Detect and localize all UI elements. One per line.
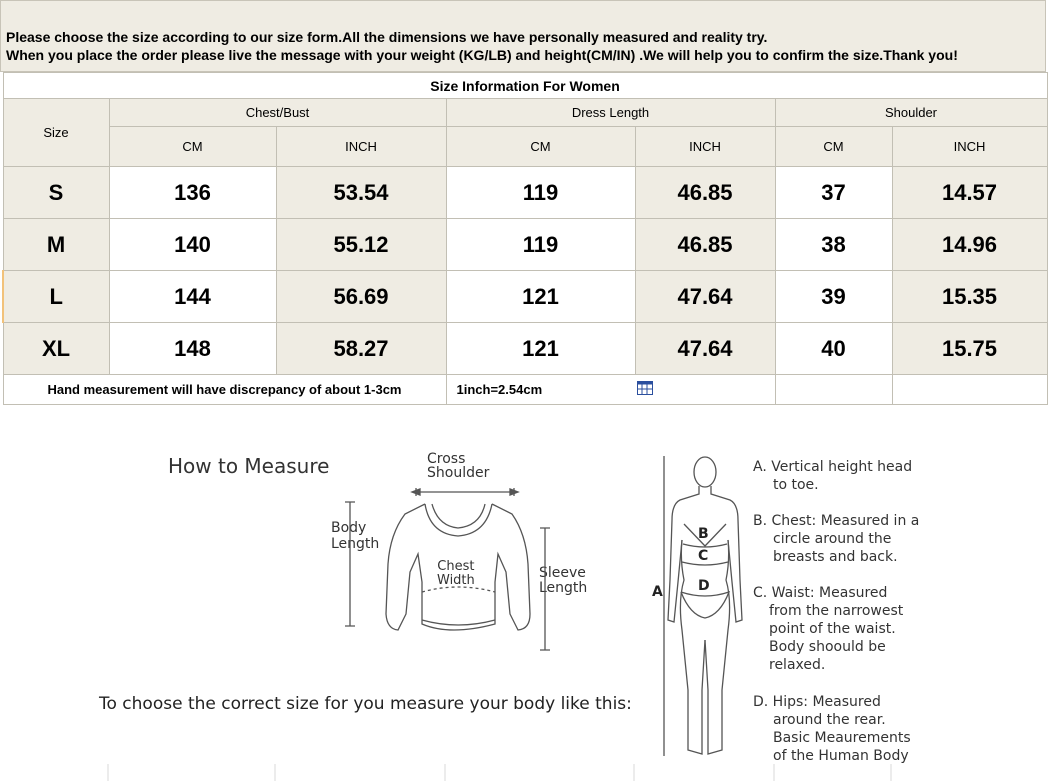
table-cell: 148: [109, 323, 276, 375]
table-cell: 47.64: [635, 271, 775, 323]
body-letter-c: C: [698, 548, 709, 564]
how-to-measure-section: [0, 404, 1048, 781]
body-letter-b: B: [698, 526, 709, 542]
body-figure-diagram: [650, 450, 750, 770]
table-row: [3, 167, 1047, 219]
table-cell: 121: [446, 323, 635, 375]
table-row: [3, 219, 1047, 271]
label-line: Sleeve: [539, 565, 586, 581]
table-cell: 136: [109, 167, 276, 219]
table-cell: 46.85: [635, 219, 775, 271]
label-line: Chest: [437, 559, 475, 574]
notice-line-1: Please choose the size according to our size form.All the dimensions we have personally measured and reality try.: [6, 29, 768, 45]
legend-b: [753, 512, 919, 566]
table-cell: 56.69: [276, 271, 446, 323]
unit-header: INCH: [635, 127, 775, 167]
label-line: Length: [331, 536, 380, 552]
table-title: Size Information For Women: [3, 73, 1047, 99]
size-label: L: [3, 271, 109, 323]
body-letter-d: D: [698, 578, 710, 594]
table-cell: 119: [446, 219, 635, 271]
legend-line: point of the waist.: [769, 621, 896, 637]
table-cell: 55.12: [276, 219, 446, 271]
size-table: [2, 72, 1048, 405]
label-line: Body: [331, 520, 367, 536]
unit-header: INCH: [276, 127, 446, 167]
table-cell: 38: [775, 219, 892, 271]
empty-cell: [775, 375, 892, 405]
legend-d: [753, 693, 911, 765]
table-cell: 144: [109, 271, 276, 323]
legend-line: around the rear.: [773, 712, 886, 728]
legend-a: [753, 458, 912, 494]
unit-header: CM: [775, 127, 892, 167]
legend-line: from the narrowest: [769, 603, 904, 619]
notice-line-2: When you place the order please live the message with your weight (KG/LB) and height(CM/IN) .We will help you to confirm the size.Thank you!: [6, 47, 958, 63]
legend-line: C. Waist: Measured: [753, 585, 888, 601]
legend-line: breasts and back.: [773, 549, 898, 565]
spreadsheet-gridlines: [0, 764, 1048, 781]
legend-line: A. Vertical height head: [753, 459, 913, 475]
sweater-diagram: [330, 464, 590, 664]
unit-header: INCH: [892, 127, 1047, 167]
legend-line: D. Hips: Measured: [753, 694, 881, 710]
table-cell: 14.96: [892, 219, 1047, 271]
legend-c: [753, 584, 903, 674]
table-cell: 15.35: [892, 271, 1047, 323]
table-row: [3, 323, 1047, 375]
table-cell: 15.75: [892, 323, 1047, 375]
table-cell: 121: [446, 271, 635, 323]
size-notice: [0, 0, 1046, 72]
table-cell: 46.85: [635, 167, 775, 219]
label-line: Length: [539, 580, 588, 596]
table-cell: 53.54: [276, 167, 446, 219]
table-cell: 119: [446, 167, 635, 219]
instruction-text: To choose the correct size for you measure your body like this:: [99, 694, 632, 714]
legend-line: to toe.: [773, 477, 819, 493]
size-header: Size: [3, 99, 109, 167]
legend-line: Basic Meaurements: [773, 730, 911, 746]
discrepancy-note: Hand measurement will have discrepancy of about 1-3cm: [3, 375, 446, 405]
unit-header: CM: [109, 127, 276, 167]
group-header-shoulder: Shoulder: [775, 99, 1047, 127]
label-line: Width: [437, 573, 475, 588]
table-cell: 47.64: [635, 323, 775, 375]
table-row: [3, 271, 1047, 323]
conversion-text: 1inch=2.54cm: [456, 382, 543, 397]
legend-line: relaxed.: [769, 657, 826, 673]
table-cell: 37: [775, 167, 892, 219]
table-cell: 140: [109, 219, 276, 271]
empty-cell: [892, 375, 1047, 405]
group-header-chest: Chest/Bust: [109, 99, 446, 127]
grid-icon: [637, 379, 653, 395]
label-line: Cross: [427, 451, 466, 467]
size-label: XL: [3, 323, 109, 375]
conversion-note: [446, 375, 775, 405]
table-cell: 39: [775, 271, 892, 323]
table-cell: 58.27: [276, 323, 446, 375]
legend-line: circle around the: [773, 531, 892, 547]
table-cell: 14.57: [892, 167, 1047, 219]
legend-line: B. Chest: Measured in a: [753, 513, 920, 529]
unit-header: CM: [446, 127, 635, 167]
label-line: Shoulder: [427, 465, 490, 481]
group-header-dress-length: Dress Length: [446, 99, 775, 127]
legend-line: of the Human Body: [773, 748, 909, 764]
size-label: S: [3, 167, 109, 219]
size-label: M: [3, 219, 109, 271]
table-cell: 40: [775, 323, 892, 375]
how-to-measure-heading: How to Measure: [168, 454, 330, 478]
body-letter-a: A: [652, 584, 663, 600]
legend-line: Body shoould be: [769, 639, 886, 655]
